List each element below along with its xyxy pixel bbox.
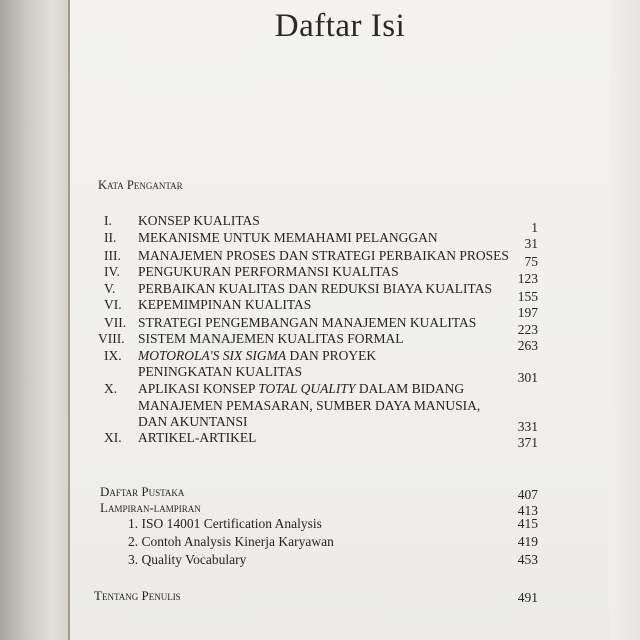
chapter-title-line-3: DAN AKUNTANSI [138, 414, 248, 429]
chapter-number: II. [104, 230, 117, 245]
chapter-page: 301 [517, 370, 538, 385]
page-edge [610, 0, 640, 640]
chapter-number: VIII. [98, 331, 125, 346]
bibliography-page: 407 [517, 487, 538, 502]
chapter-number: VI. [104, 297, 122, 312]
chapter-title: PENGUKURAN PERFORMANSI KUALITAS [138, 264, 399, 279]
appendix-item-page: 419 [517, 534, 538, 549]
toc-row-appendix-2 [70, 534, 610, 550]
toc-row-chapter-10 [70, 381, 610, 397]
chapter-number: XI. [104, 430, 122, 445]
chapter-page: 223 [517, 322, 538, 337]
chapter-number: IV. [104, 264, 120, 279]
author-page: 491 [517, 590, 538, 605]
author-label: Tentang Penulis [94, 588, 181, 603]
chapter-page: 155 [517, 289, 538, 304]
chapter-page: 75 [524, 254, 538, 269]
preface-entry: Kata Pengantar [98, 178, 183, 192]
chapter-title-italic: TOTAL QUALITY [258, 381, 356, 396]
chapter-number: I. [104, 213, 112, 228]
chapter-title-rest: DAN PROYEK [286, 348, 377, 363]
chapter-number: III. [104, 248, 121, 263]
chapter-title-line-2: PENINGKATAN KUALITAS [138, 364, 302, 379]
chapter-page: 31 [524, 236, 538, 251]
chapter-title-line-1 [138, 348, 376, 364]
chapter-title: PERBAIKAN KUALITAS DAN REDUKSI BIAYA KUALITAS [138, 281, 492, 296]
appendix-item-page: 453 [517, 552, 538, 567]
chapter-title-italic: MOTOROLA'S SIX SIGMA [138, 348, 287, 363]
chapter-number: IX. [104, 348, 122, 363]
appendix-item-label: 3. Quality Vocabulary [128, 552, 247, 567]
appendix-page: 413 [517, 503, 538, 518]
page-title: Daftar Isi [274, 8, 406, 44]
chapter-title: STRATEGI PENGEMBANGAN MANAJEMEN KUALITAS [138, 315, 477, 330]
chapter-number: V. [104, 281, 116, 296]
chapter-title: SISTEM MANAJEMEN KUALITAS FORMAL [138, 331, 404, 346]
appendix-item-page: 415 [517, 516, 538, 531]
toc-row-appendix-3 [70, 552, 610, 568]
chapter-title-rest: DALAM BIDANG [355, 381, 465, 396]
chapter-title: KEPEMIMPINAN KUALITAS [138, 297, 312, 312]
chapter-page: 197 [517, 305, 538, 320]
chapter-title-line-2: MANAJEMEN PEMASARAN, SUMBER DAYA MANUSIA, [138, 398, 481, 413]
appendix-label: Lampiran-lampiran [100, 500, 201, 515]
toc-row-chapter-10-cont-1 [70, 398, 610, 414]
book-page [70, 0, 610, 640]
chapter-page: 331 [517, 419, 538, 434]
appendix-item-label: 2. Contoh Analysis Kinerja Karyawan [128, 534, 334, 549]
chapter-title-line-1 [138, 381, 464, 397]
chapter-page: 1 [531, 220, 538, 235]
book-spine-shadow [0, 0, 70, 640]
toc-row-appendix-1 [70, 516, 610, 532]
chapter-title: MANAJEMEN PROSES DAN STRATEGI PERBAIKAN PROSES [138, 248, 509, 263]
toc-row-chapter-9 [70, 348, 610, 364]
chapter-page: 371 [517, 435, 538, 450]
appendix-item-label: 1. ISO 14001 Certification Analysis [128, 516, 322, 531]
toc-row-chapter-11-page [70, 435, 610, 451]
chapter-number: X. [104, 381, 118, 396]
chapter-page: 123 [517, 271, 538, 286]
chapter-title-pre: APLIKASI KONSEP [138, 381, 259, 396]
chapter-number: VII. [104, 315, 127, 330]
chapter-title: MEKANISME UNTUK MEMAHAMI PELANGGAN [138, 230, 438, 245]
chapter-title: ARTIKEL-ARTIKEL [138, 430, 257, 445]
chapter-title: KONSEP KUALITAS [138, 213, 260, 228]
bibliography-label: Daftar Pustaka [100, 484, 185, 499]
toc-row-author-page [70, 590, 610, 606]
chapter-page: 263 [517, 338, 538, 353]
